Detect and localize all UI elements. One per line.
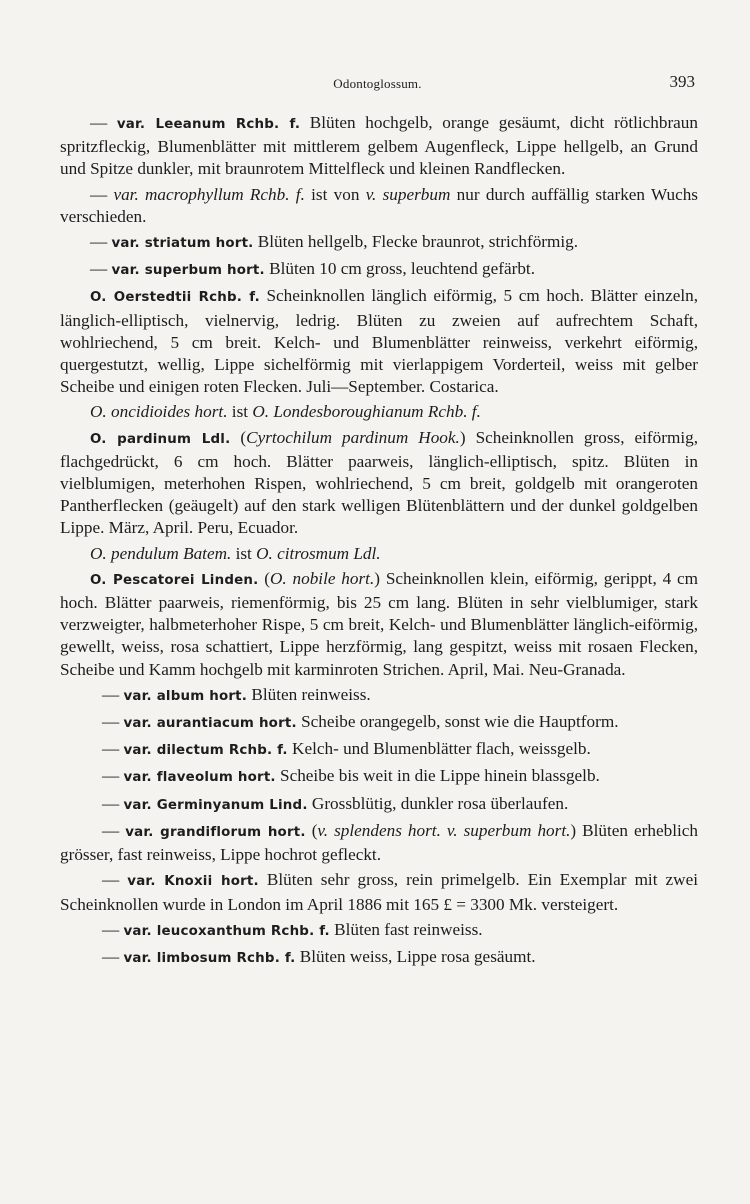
taxon-name: O. pardinum Ldl. [90, 431, 231, 447]
variety-entry-flaveolum [60, 765, 698, 789]
dash: — [102, 820, 126, 840]
entry-text: Kelch- und Blumenblätter flach, weissgelb. [287, 739, 591, 759]
synonym-italic: O. nobile hort. [269, 568, 375, 588]
taxon-name: var. Knoxii hort. [127, 874, 259, 890]
taxon-name: var. album hort. [123, 688, 248, 704]
entry-text: Blüten fast reinweiss. [329, 919, 483, 939]
entry-text: Scheibe orangegelb, sonst wie die Hauptform. [296, 712, 619, 732]
synonym-italic: Cyrtochilum pardinum Hook. [246, 427, 460, 447]
entry-text: Scheinknollen gross, eiförmig, flachgedrückt, 6 cm hoch. Blätter paarweis, länglich-elliptisch, spitz. Blüten in vielblumigen, meterhohen Rispen, wohlriechend, 5 cm breit, goldgelb mit orangeroten Pantherflecken (geäugelt) auf den stark welligen Blütenblättern und der dunkel goldgelben Lippe. März, April. Peru, Ecuador. [60, 427, 698, 538]
paren-close: ) [374, 568, 380, 588]
entry-text: Blüten sehr gross, rein primelgelb. Ein Exemplar mit zwei Scheinknollen wurde in London im April 1886 mit 165 £ = 3300 Mk. versteigert. [60, 870, 698, 914]
dash: — [102, 739, 124, 759]
taxon-name: O. Pescatorei Linden. [90, 572, 259, 588]
entry-text: Scheibe bis weit in die Lippe hinein blassgelb. [275, 766, 600, 786]
entry-text: ist [231, 543, 257, 563]
taxon-name-italic: O. citrosmum Ldl. [256, 543, 381, 563]
taxon-name: var. Germinyanum Lind. [123, 797, 308, 813]
synonym-entry-oncidioides [60, 401, 698, 423]
taxon-name: var. grandiflorum hort. [125, 824, 306, 840]
taxon-name-italic: O. oncidioides hort. [90, 402, 228, 422]
taxon-name: var. striatum hort. [111, 236, 254, 252]
dash: — [102, 919, 124, 939]
variety-entry-grandiflorum [60, 820, 698, 866]
entry-text: Grossblütig, dunkler rosa überlaufen. [307, 793, 569, 813]
variety-entry-germinyanum [60, 793, 698, 817]
variety-entry-album [60, 684, 698, 708]
synonym-entry-pendulum [60, 543, 698, 565]
page-number: 393 [669, 72, 695, 91]
taxon-name: var. limbosum Rchb. f. [123, 950, 296, 966]
taxon-name: var. dilectum Rchb. f. [123, 743, 288, 759]
dash: — [90, 184, 114, 204]
variety-entry-leucoxanthum [60, 919, 698, 943]
variety-entry-aurantiacum [60, 711, 698, 735]
taxon-name-italic: var. macrophyllum Rchb. f. [113, 184, 305, 204]
taxon-name: var. leucoxanthum Rchb. f. [123, 923, 330, 939]
taxon-name: var. Leeanum Rchb. f. [116, 117, 301, 132]
entry-text: Blüten hellgelb, Flecke braunrot, strichförmig. [253, 232, 579, 252]
taxon-name-italic: v. superbum [365, 184, 451, 204]
entry-text: Scheinknollen klein, eiförmig, gerippt, 4 cm hoch. Blätter paarweis, riemenförmig, bis 25 cm lang. Blüten in sehr vielblumiger, stark verzweigter, halbmeterhoher Rispe, 5 cm breit, Kelch- und Blumenblätter länglich-eiförmig, gewellt, weiss, rosa schattiert, Lippe herzförmig, lang gespitzt, weiss mit rosaen Flecken, Scheibe und Kamm hochgelb mit karminroten Strichen. April, Mai. Neu-Granada. [60, 568, 698, 679]
taxon-name-italic: O. pendulum Batem. [90, 543, 232, 563]
entry-text: Blüten 10 cm gross, leuchtend gefärbt. [264, 259, 535, 279]
taxon-name: var. superbum hort. [111, 263, 265, 279]
dash: — [90, 259, 112, 279]
synonym-italic: v. splendens hort. v. superbum hort. [317, 820, 571, 840]
dash: — [102, 684, 124, 704]
variety-entry-leeanum [60, 112, 698, 181]
dash: — [90, 113, 117, 132]
variety-entry-dilectum [60, 738, 698, 762]
synonym-entry-macrophyllum [60, 184, 698, 228]
entry-text: ist von [304, 184, 366, 204]
body-text [60, 112, 698, 973]
paren-open: ( [258, 568, 270, 588]
entry-text: nur durch auffällig starken Wuchs verschieden. [60, 184, 699, 226]
paren-close: ) [570, 820, 577, 840]
entry-text: Blüten hochgelb, orange gesäumt, dicht rötlichbraun spritzfleckig, Blumenblätter mit mittlerem gelbem Augenfleck, Lippe hellgelb, an Grund und Spitze dunkler, mit braunrotem Mittelfleck und kleinen Randflecken. [60, 113, 698, 179]
taxon-name-italic: O. Londesboroughianum Rchb. f. [252, 402, 481, 422]
variety-entry-striatum [60, 231, 698, 255]
paren-close: ) [459, 427, 466, 447]
dash: — [102, 946, 124, 966]
entry-text: Scheinknollen länglich eiförmig, 5 cm hoch. Blätter einzeln, länglich-elliptisch, vielnervig, ledrig. Blüten zu zweien auf aufrechtem Schaft, wohlriechend, 5 cm breit. Kelch- und Blumenblätter reinweiss, verkehrt eiförmig, quergestutzt, wellig, Lippe sichelförmig mit vierlappigem Vorderteil, weiss mit gelber Scheibe und einigen roten Flecken. Juli—September. Costarica. [60, 286, 698, 397]
taxon-name: var. flaveolum hort. [123, 770, 276, 786]
variety-entry-limbosum [60, 946, 698, 970]
species-entry-pescatorei [60, 568, 698, 681]
variety-entry-superbum [60, 258, 698, 282]
running-head-title: Odontoglossum. [333, 76, 422, 91]
taxon-name: var. aurantiacum hort. [123, 716, 297, 732]
variety-entry-knoxii [60, 869, 698, 915]
species-entry-oerstedtii [60, 285, 698, 398]
entry-text: Blüten erheblich grösser, fast reinweiss, Lippe hochrot gefleckt. [60, 820, 698, 865]
dash: — [102, 870, 128, 890]
dash: — [102, 766, 124, 786]
entry-text: Blüten reinweiss. [247, 684, 371, 704]
dash: — [102, 712, 124, 732]
dash: — [102, 793, 124, 813]
paren-open: ( [230, 427, 247, 447]
taxon-name: O. Oerstedtii Rchb. f. [90, 290, 260, 306]
paren-open: ( [305, 820, 318, 840]
species-entry-pardinum [60, 427, 698, 540]
dash: — [90, 232, 112, 252]
entry-text: ist [227, 402, 253, 422]
entry-text: Blüten weiss, Lippe rosa gesäumt. [295, 946, 536, 966]
